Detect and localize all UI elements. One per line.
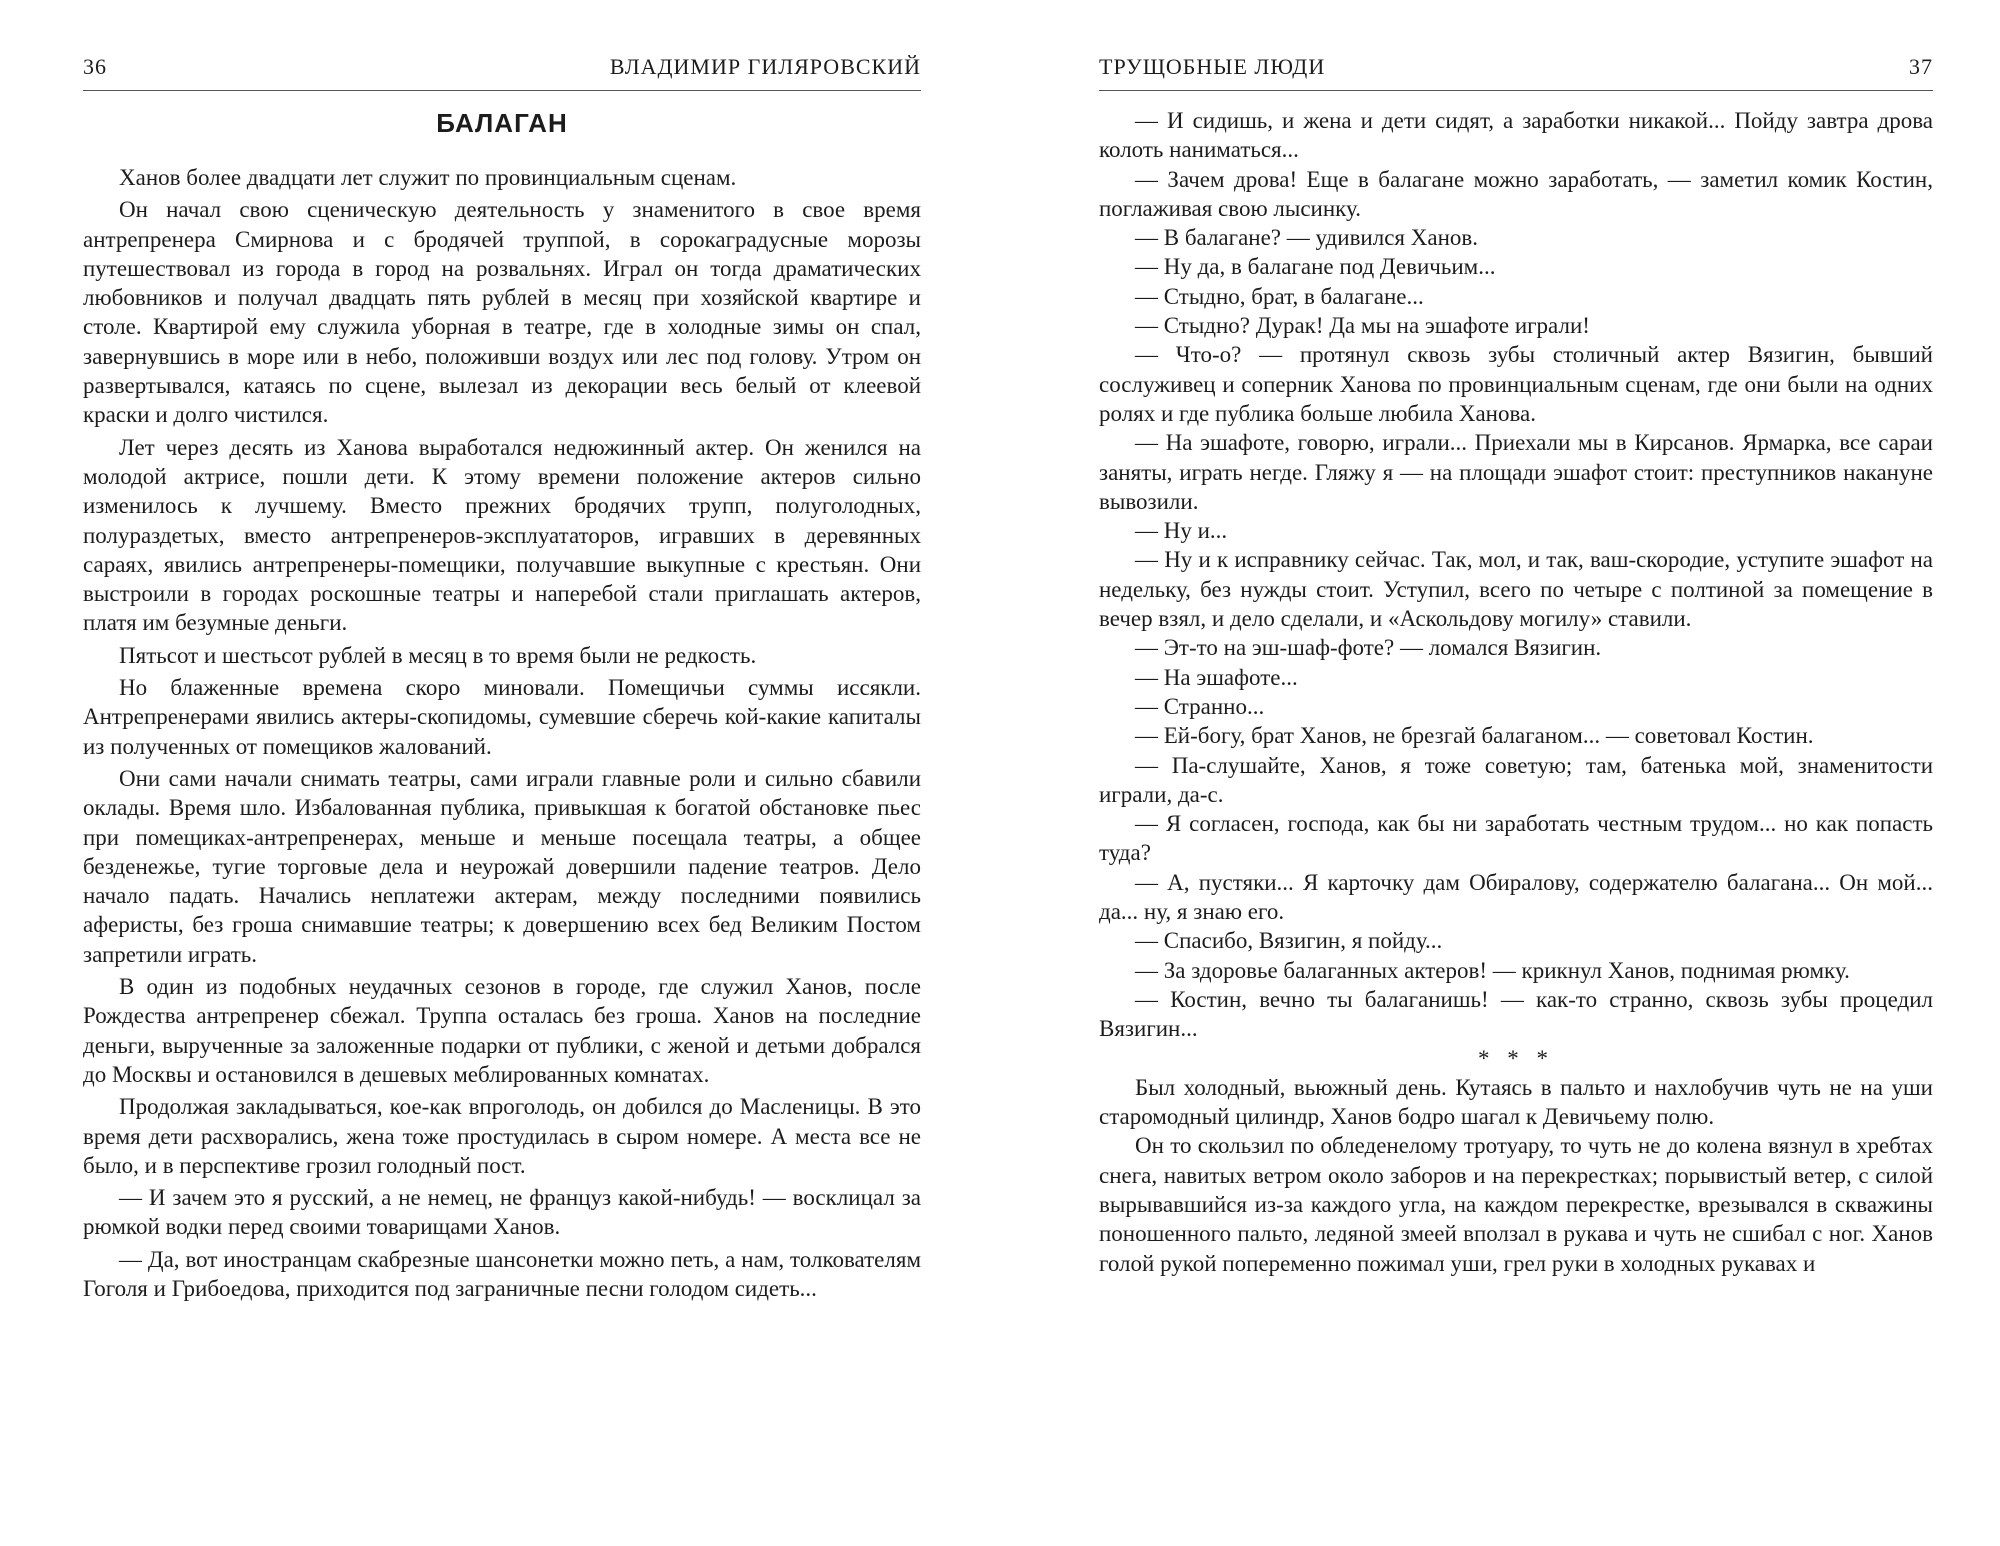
paragraph: Но блаженные времена скоро миновали. Помещичьи суммы иссякли. Антрепренерами явились актеры-скопидомы, сумевшие сберечь кой-какие капиталы из полученных от помещиков жалований.: [83, 675, 921, 759]
paragraph: — Я согласен, господа, как бы ни заработать честным трудом... но как попасть туда?: [1099, 811, 1933, 866]
paragraph: — Па-слушайте, Ханов, я тоже советую; там, батенька мой, знаменитости играли, да-с.: [1099, 752, 1933, 807]
paragraph: — На эшафоте, говорю, играли... Приехали мы в Кирсанов. Ярмарка, все сараи заняты, играть негде. Гляжу я — на площади эшафот стоит: преступников накануне вывозили.: [1099, 430, 1933, 514]
paragraph: — Ну да, в балагане под Девичьим...: [1135, 254, 1496, 280]
paragraph: — На эшафоте...: [1135, 664, 1298, 690]
paragraph: — Ну и...: [1135, 518, 1228, 544]
paragraph: Он то скользил по обледенелому тротуару, то чуть не до колена вязнул в хребтах снега, навитых ветром около заборов и на перекрестках; порывистый ветер, с силой вырывавшийся из-за каждого угла, на каждом перекрестке, врезывался в скважины поношенного пальто, ледяной змеей вползал в рукава и чуть не сшибал с ног. Ханов голой рукой попеременно пожимал уши, грел руки в холодных рукавах и: [1099, 1133, 1933, 1276]
paragraph: — За здоровье балаганных актеров! — крикнул Ханов, поднимая рюмку.: [1135, 957, 1850, 983]
paragraph: — Что-о? — протянул сквозь зубы столичный актер Вязигин, бывший сослуживец и соперник Ханова по провинциальным сценам, где они были на одних ролях и где публика больше любила Ханова.: [1099, 342, 1933, 426]
paragraph: — Зачем дрова! Еще в балагане можно заработать, — заметил комик Костин, поглаживая свою лысинку.: [1099, 166, 1933, 221]
paragraph: — Стыдно? Дурак! Да мы на эшафоте играли!: [1135, 313, 1590, 339]
paragraph: — И сидишь, и жена и дети сидят, а заработки никакой... Пойду завтра дрова колоть наниматься...: [1099, 108, 1933, 163]
paragraph: Они сами начали снимать театры, сами играли главные роли и сильно сбавили оклады. Время шло. Избалованная публика, привыкшая к богатой обстановке пьес при помещиках-антрепренерах, меньше и меньше посещала театры, а общее безденежье, тугие торговые дела и неурожай довершили падение театров. Дело начало падать. Начались неплатежи актерам, между последними появились аферисты, без гроша снимавшие театры; к довершению всех бед Великим Постом запретили играть.: [83, 765, 921, 967]
paragraph: — Костин, вечно ты балаганишь! — как-то странно, сквозь зубы процедил Вязигин...: [1099, 986, 1933, 1042]
paragraph: — Странно...: [1135, 693, 1265, 719]
paragraph: В один из подобных неудачных сезонов в городе, где служил Ханов, после Рождества антрепренер сбежал. Труппа осталась без гроша. Ханов на последние деньги, вырученные за заложенные подарки от публики, с женой и детьми добрался до Москвы и остановился в дешевых меблированных комнатах.: [83, 974, 921, 1087]
paragraph: Ханов более двадцати лет служит по провинциальным сценам.: [119, 165, 737, 190]
right-body-text: [1099, 106, 1933, 1278]
left-body-text: [83, 163, 921, 1303]
page-number: 37: [1909, 54, 1933, 79]
chapter-title: БАЛАГАН: [436, 108, 568, 138]
running-head-right: [1099, 54, 1933, 91]
paragraph: — Эт-то на эш-шаф-фоте? — ломался Вязигин.: [1135, 635, 1602, 661]
paragraph: — В балагане? — удивился Ханов.: [1135, 225, 1478, 251]
running-head-title: ВЛАДИМИР ГИЛЯРОВСКИЙ: [609, 54, 921, 79]
paragraph: — Стыдно, брат, в балагане...: [1135, 283, 1424, 309]
paragraph: Лет через десять из Ханова выработался недюжинный актер. Он женился на молодой актрисе, пошли дети. К этому времени положение актеров сильно изменилось к лучшему. Вместо прежних бродячих трупп, полуголодных, полураздетых, вместо антрепренеров-эксплуататоров, игравших в деревянных сараях, явились антрепренеры-помещики, получавшие выкупные с крестьян. Они выстроили в городах роскошные театры и наперебой стали приглашать актеров, платя им безумные деньги.: [83, 434, 921, 636]
paragraph: — А, пустяки... Я карточку дам Обиралову, содержателю балагана... Он мой... да... ну, я знаю его.: [1099, 869, 1933, 925]
paragraph: — И зачем это я русский, а не немец, не француз какой-нибудь! — восклицал за рюмкой водки перед своими товарищами Ханов.: [83, 1185, 921, 1240]
running-head-left: [83, 54, 921, 91]
running-head-title: ТРУЩОБНЫЕ ЛЮДИ: [1099, 54, 1326, 79]
page-number: 36: [83, 54, 107, 79]
paragraph: — Ей-богу, брат Ханов, не брезгай балаганом... — советовал Костин.: [1135, 723, 1814, 749]
paragraph: — Спасибо, Вязигин, я пойду...: [1135, 928, 1443, 954]
paragraph: Он начал свою сценическую деятельность у знаменитого в свое время антрепренера Смирнова и с бродячей труппой, в сорокаградусные морозы путешествовал из города в город на розвальнях. Играл он тогда драматических любовников и получал двадцать пять рублей в месяц при хозяйской квартире и столе. Квартирой ему служила уборная в театре, где в холодные зимы он спал, завернувшись в море или в небо, положивши воздух или лес под голову. Утром он развертывался, катаясь по сцене, вылезал из декорации весь белый от клеевой краски и долго чистился.: [83, 197, 921, 428]
section-separator: * * *: [1478, 1045, 1554, 1071]
paragraph: — Ну и к исправнику сейчас. Так, мол, и так, ваш-скородие, уступите эшафот на недельку, без нужды стоит. Уступил, всего по четыре с полтиной за помещение в вечер взял, и дело сделали, и «Аскольдову могилу» ставили.: [1099, 547, 1933, 632]
right-page: [1000, 0, 2000, 1546]
paragraph: Продолжая закладываться, кое-как впроголодь, он добился до Масленицы. В это время дети расхворались, жена тоже простудилась в сыром номере. А места все не было, и в перспективе грозил голодный пост.: [83, 1094, 921, 1178]
paragraph: Был холодный, вьюжный день. Кутаясь в пальто и нахлобучив чуть не на уши старомодный цилиндр, Ханов бодро шагал к Девичьему полю.: [1099, 1074, 1933, 1130]
paragraph: Пятьсот и шестьсот рублей в месяц в то время были не редкость.: [119, 642, 757, 668]
paragraph: — Да, вот иностранцам скабрезные шансонетки можно петь, а нам, толкователям Гоголя и Грибоедова, приходится под заграничные песни голодом сидеть...: [83, 1246, 921, 1301]
